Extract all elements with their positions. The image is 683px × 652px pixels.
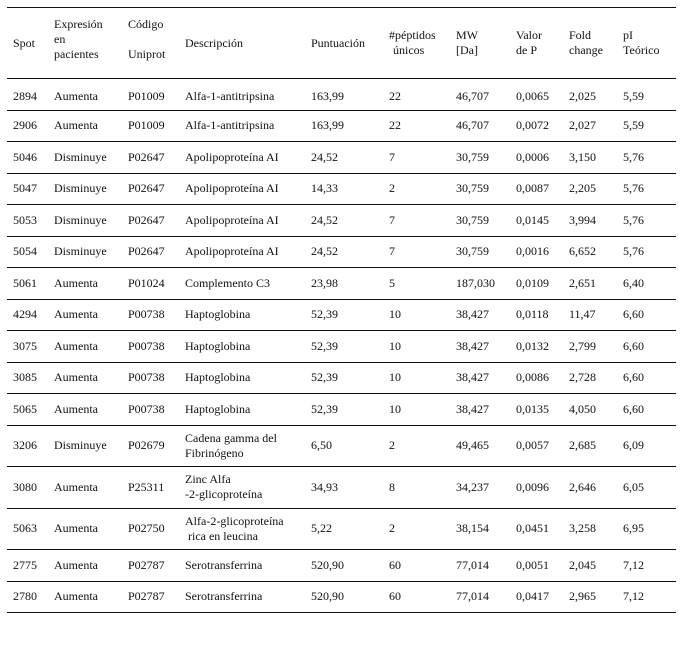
cell-puntuacion: 52,39	[311, 307, 338, 322]
cell-spot: 2906	[13, 118, 37, 133]
cell-valor-p: 0,0057	[516, 438, 549, 453]
cell-descripcion	[179, 79, 305, 111]
cell-pi: 6,40	[623, 275, 644, 290]
description-line: Zinc Alfa	[185, 472, 231, 487]
header-fold-change: Fold change	[563, 8, 617, 79]
cell-fold: 2,025	[569, 88, 596, 103]
cell-spot: 2894	[13, 88, 37, 103]
cell-mw: 34,237	[456, 479, 489, 494]
cell-pi: 5,76	[623, 244, 644, 259]
cell-peptidos: 10	[389, 401, 401, 416]
cell-pi: 5,76	[623, 181, 644, 196]
description-line: Apolipoproteína AI	[185, 244, 279, 259]
header-valor-p: Valor de P	[510, 8, 563, 79]
description-line: Serotransferrina	[185, 557, 263, 572]
cell-fold: 2,728	[569, 370, 596, 385]
cell-peptidos: 5	[389, 275, 395, 290]
cell-mw: 38,427	[456, 370, 489, 385]
cell-expresion: Aumenta	[54, 589, 98, 604]
cell-expresion: Aumenta	[54, 521, 98, 536]
table-row	[7, 550, 676, 582]
cell-puntuacion: 23,98	[311, 275, 338, 290]
cell-pi: 7,12	[623, 589, 644, 604]
description-line: Fibrinógeno	[185, 445, 244, 460]
cell-codigo: P02787	[128, 589, 165, 604]
table-row	[7, 394, 676, 426]
cell-fold: 4,050	[569, 401, 596, 416]
cell-descripcion	[179, 205, 305, 237]
cell-valor-p: 0,0451	[516, 521, 549, 536]
cell-expresion: Aumenta	[54, 557, 98, 572]
table-header-row	[7, 8, 676, 79]
cell-fold: 3,150	[569, 149, 596, 164]
cell-codigo: P00738	[128, 307, 165, 322]
cell-spot: 5054	[13, 244, 37, 259]
cell-descripcion	[179, 467, 305, 509]
description-line: Cadena gamma del	[185, 430, 277, 445]
header-peptidos: #péptidos únicos	[383, 8, 450, 79]
cell-puntuacion: 520,90	[311, 557, 344, 572]
cell-expresion: Disminuye	[54, 244, 107, 259]
cell-puntuacion: 163,99	[311, 88, 344, 103]
cell-valor-p: 0,0051	[516, 557, 549, 572]
cell-mw: 46,707	[456, 118, 489, 133]
cell-peptidos: 7	[389, 244, 395, 259]
cell-mw: 38,427	[456, 401, 489, 416]
cell-pi: 6,09	[623, 438, 644, 453]
cell-puntuacion: 52,39	[311, 370, 338, 385]
cell-codigo: P02787	[128, 557, 165, 572]
cell-codigo: P02647	[128, 212, 165, 227]
description-line: Apolipoproteína AI	[185, 181, 279, 196]
table-row	[7, 425, 676, 467]
cell-valor-p: 0,0087	[516, 181, 549, 196]
table-row	[7, 79, 676, 111]
cell-expresion: Disminuye	[54, 149, 107, 164]
proteins-table-container	[7, 7, 676, 613]
cell-peptidos: 7	[389, 212, 395, 227]
cell-pi: 6,60	[623, 401, 644, 416]
cell-peptidos: 10	[389, 338, 401, 353]
cell-valor-p: 0,0072	[516, 118, 549, 133]
proteins-table	[7, 7, 676, 613]
cell-puntuacion: 520,90	[311, 589, 344, 604]
cell-descripcion	[179, 142, 305, 174]
cell-pi: 5,59	[623, 118, 644, 133]
cell-spot: 5053	[13, 212, 37, 227]
cell-valor-p: 0,0006	[516, 149, 549, 164]
cell-valor-p: 0,0096	[516, 479, 549, 494]
cell-valor-p: 0,0132	[516, 338, 549, 353]
cell-puntuacion: 14,33	[311, 181, 338, 196]
description-line: Apolipoproteína AI	[185, 212, 279, 227]
cell-peptidos: 60	[389, 589, 401, 604]
cell-descripcion	[179, 425, 305, 467]
cell-peptidos: 10	[389, 307, 401, 322]
cell-peptidos: 7	[389, 149, 395, 164]
cell-spot: 3085	[13, 370, 37, 385]
cell-descripcion	[179, 110, 305, 142]
cell-expresion: Aumenta	[54, 401, 98, 416]
description-line: Haptoglobina	[185, 370, 251, 385]
cell-descripcion	[179, 394, 305, 426]
cell-spot: 2780	[13, 589, 37, 604]
cell-valor-p: 0,0016	[516, 244, 549, 259]
cell-pi: 7,12	[623, 557, 644, 572]
cell-puntuacion: 163,99	[311, 118, 344, 133]
description-line: -2-glicoproteína	[185, 487, 263, 502]
description-line: Complemento C3	[185, 275, 270, 290]
header-mw: MW [Da]	[450, 8, 510, 79]
cell-codigo: P02679	[128, 438, 165, 453]
cell-codigo: P25311	[128, 479, 165, 494]
cell-expresion: Aumenta	[54, 275, 98, 290]
cell-descripcion	[179, 236, 305, 268]
cell-spot: 5065	[13, 401, 37, 416]
header-spot: Spot	[7, 8, 48, 79]
cell-pi: 6,95	[623, 521, 644, 536]
cell-descripcion	[179, 362, 305, 394]
cell-fold: 2,045	[569, 557, 596, 572]
cell-codigo: P01009	[128, 88, 165, 103]
cell-pi: 5,76	[623, 212, 644, 227]
table-row	[7, 205, 676, 237]
cell-fold: 2,205	[569, 181, 596, 196]
cell-pi: 6,60	[623, 338, 644, 353]
cell-puntuacion: 52,39	[311, 338, 338, 353]
cell-descripcion	[179, 581, 305, 613]
cell-spot: 4294	[13, 307, 37, 322]
description-line: Alfa-2-glicoproteína	[185, 513, 284, 528]
cell-mw: 30,759	[456, 149, 489, 164]
header-codigo: Código Uniprot	[122, 8, 179, 79]
description-line: Haptoglobina	[185, 307, 251, 322]
cell-fold: 11,47	[569, 307, 596, 322]
cell-expresion: Aumenta	[54, 307, 98, 322]
table-row	[7, 142, 676, 174]
cell-mw: 30,759	[456, 244, 489, 259]
description-line: Haptoglobina	[185, 401, 251, 416]
cell-mw: 30,759	[456, 181, 489, 196]
description-line: Haptoglobina	[185, 338, 251, 353]
description-line: rica en leucina	[185, 528, 258, 543]
cell-peptidos: 22	[389, 88, 401, 103]
cell-peptidos: 8	[389, 479, 395, 494]
cell-peptidos: 60	[389, 557, 401, 572]
cell-expresion: Disminuye	[54, 212, 107, 227]
cell-descripcion	[179, 331, 305, 363]
cell-codigo: P01009	[128, 118, 165, 133]
cell-descripcion	[179, 268, 305, 300]
cell-expresion: Aumenta	[54, 338, 98, 353]
cell-expresion: Disminuye	[54, 438, 107, 453]
cell-valor-p: 0,0109	[516, 275, 549, 290]
cell-expresion: Aumenta	[54, 118, 98, 133]
header-puntuacion: Puntuación	[305, 8, 383, 79]
cell-puntuacion: 52,39	[311, 401, 338, 416]
table-row	[7, 299, 676, 331]
cell-expresion: Disminuye	[54, 181, 107, 196]
header-expresion: Expresión en pacientes	[48, 8, 122, 79]
table-row	[7, 508, 676, 550]
table-row	[7, 173, 676, 205]
cell-peptidos: 2	[389, 438, 395, 453]
header-pi-teorico: pI Teórico	[617, 8, 676, 79]
cell-valor-p: 0,0135	[516, 401, 549, 416]
cell-mw: 46,707	[456, 88, 489, 103]
cell-pi: 6,05	[623, 479, 644, 494]
cell-mw: 77,014	[456, 557, 489, 572]
cell-spot: 5046	[13, 149, 37, 164]
cell-descripcion	[179, 508, 305, 550]
cell-fold: 2,799	[569, 338, 596, 353]
cell-codigo: P00738	[128, 370, 165, 385]
cell-fold: 6,652	[569, 244, 596, 259]
cell-expresion: Aumenta	[54, 370, 98, 385]
cell-mw: 187,030	[456, 275, 495, 290]
cell-codigo: P01024	[128, 275, 165, 290]
cell-codigo: P02647	[128, 149, 165, 164]
cell-expresion: Aumenta	[54, 479, 98, 494]
cell-puntuacion: 34,93	[311, 479, 338, 494]
cell-valor-p: 0,0086	[516, 370, 549, 385]
cell-spot: 5063	[13, 521, 37, 536]
header-descripcion: Descripción	[179, 8, 305, 79]
cell-codigo: P00738	[128, 401, 165, 416]
cell-spot: 3206	[13, 438, 37, 453]
cell-mw: 77,014	[456, 589, 489, 604]
cell-descripcion	[179, 173, 305, 205]
cell-fold: 2,685	[569, 438, 596, 453]
cell-descripcion	[179, 550, 305, 582]
cell-peptidos: 2	[389, 181, 395, 196]
cell-valor-p: 0,0145	[516, 212, 549, 227]
cell-valor-p: 0,0065	[516, 88, 549, 103]
table-row	[7, 331, 676, 363]
cell-fold: 2,027	[569, 118, 596, 133]
cell-peptidos: 22	[389, 118, 401, 133]
table-row	[7, 362, 676, 394]
cell-puntuacion: 24,52	[311, 244, 338, 259]
cell-codigo: P02647	[128, 244, 165, 259]
cell-descripcion	[179, 299, 305, 331]
description-line: Apolipoproteína AI	[185, 149, 279, 164]
cell-pi: 5,59	[623, 88, 644, 103]
table-row	[7, 110, 676, 142]
cell-mw: 30,759	[456, 212, 489, 227]
table-body	[7, 79, 676, 613]
cell-fold: 3,258	[569, 521, 596, 536]
cell-fold: 2,965	[569, 589, 596, 604]
table-row	[7, 467, 676, 509]
cell-spot: 3080	[13, 479, 37, 494]
cell-puntuacion: 5,22	[311, 521, 332, 536]
cell-spot: 3075	[13, 338, 37, 353]
cell-spot: 5047	[13, 181, 37, 196]
cell-pi: 6,60	[623, 370, 644, 385]
description-line: Serotransferrina	[185, 589, 263, 604]
cell-mw: 38,427	[456, 307, 489, 322]
table-row	[7, 581, 676, 613]
cell-spot: 5061	[13, 275, 37, 290]
cell-pi: 5,76	[623, 149, 644, 164]
cell-codigo: P02647	[128, 181, 165, 196]
cell-fold: 2,646	[569, 479, 596, 494]
table-row	[7, 236, 676, 268]
cell-fold: 2,651	[569, 275, 596, 290]
cell-codigo: P02750	[128, 521, 165, 536]
cell-fold: 3,994	[569, 212, 596, 227]
cell-mw: 38,427	[456, 338, 489, 353]
cell-codigo: P00738	[128, 338, 165, 353]
table-row	[7, 268, 676, 300]
cell-puntuacion: 6,50	[311, 438, 332, 453]
cell-puntuacion: 24,52	[311, 212, 338, 227]
cell-mw: 38,154	[456, 521, 489, 536]
cell-peptidos: 2	[389, 521, 395, 536]
cell-mw: 49,465	[456, 438, 489, 453]
cell-valor-p: 0,0118	[516, 307, 549, 322]
cell-spot: 2775	[13, 557, 37, 572]
description-line: Alfa-1-antitripsina	[185, 88, 275, 103]
cell-peptidos: 10	[389, 370, 401, 385]
cell-expresion: Aumenta	[54, 88, 98, 103]
cell-valor-p: 0,0417	[516, 589, 549, 604]
cell-puntuacion: 24,52	[311, 149, 338, 164]
description-line: Alfa-1-antitripsina	[185, 118, 275, 133]
cell-pi: 6,60	[623, 307, 644, 322]
